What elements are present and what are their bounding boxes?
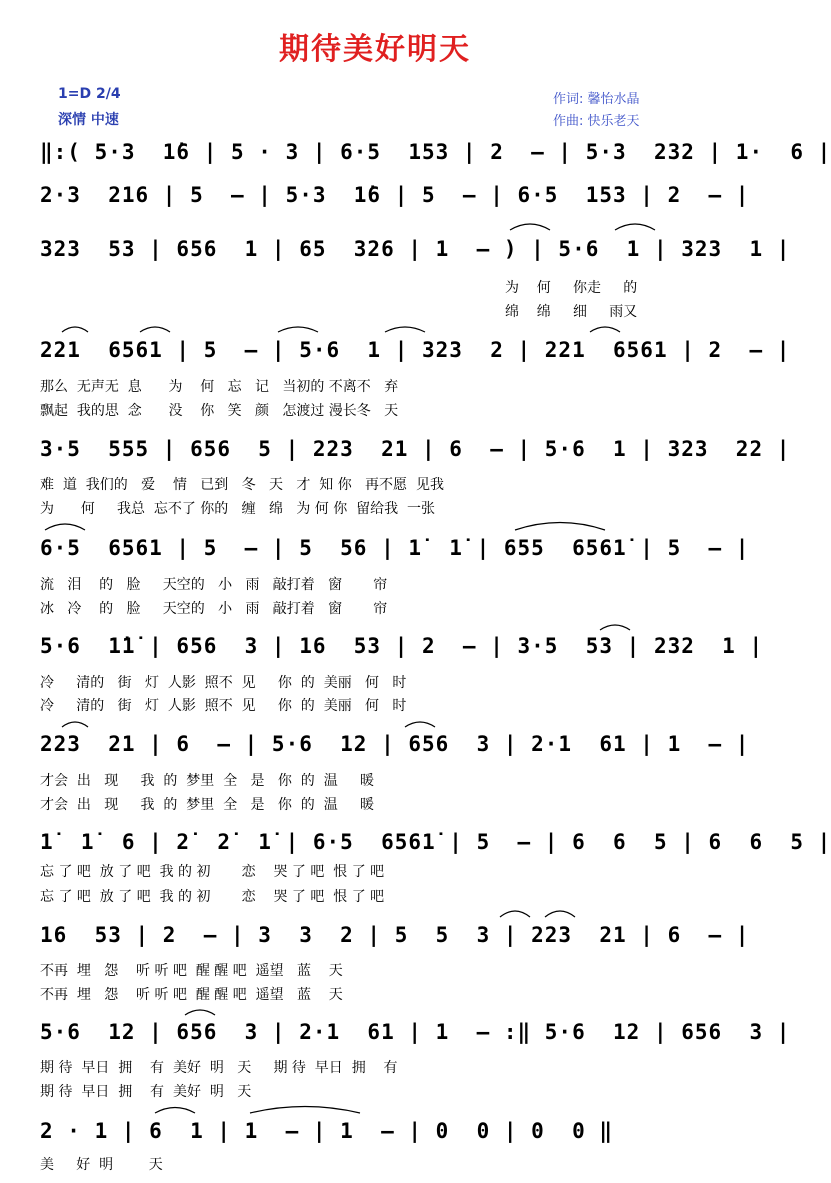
slur	[185, 1010, 215, 1015]
lyric-line	[40, 400, 705, 422]
lyric-text: 才会 出 现 我 的 梦里 全 是 你 的 温 暖	[40, 797, 374, 813]
lyric-text: 难 道 我们的 爱 情 已到 冬 天 才 知 你 再不愿 见我	[40, 477, 444, 493]
lyric-line	[40, 1154, 705, 1176]
score-row	[40, 536, 750, 576]
slur	[405, 722, 435, 727]
score-row	[40, 237, 791, 277]
slur	[62, 327, 88, 332]
lyric-text: 冰 冷 的 脸 天空的 小 雨 敲打着 窗 帘	[40, 601, 388, 617]
score-row	[40, 732, 750, 772]
lyric-text: 美 好 明 天	[40, 1157, 163, 1173]
score-row	[40, 1119, 705, 1159]
lyric-line	[40, 1081, 705, 1103]
lyric-line	[40, 886, 705, 908]
lyric-text: 不再 埋 怨 听 听 吧 醒 醒 吧 遥望 蓝 天	[40, 987, 343, 1003]
lyric-line	[40, 301, 705, 323]
lyric-line	[40, 474, 705, 496]
notation-line: 2 · 1 | 6 1 | 1 – | 1 – | 0 0 | 0 0 ‖	[40, 1119, 614, 1143]
tempo-expression: 深情 中速	[58, 112, 119, 128]
composer-credit: 作曲: 快乐老天	[553, 114, 640, 129]
score-row	[40, 634, 764, 674]
notation-line: 5·6 12 | 656 3 | 2·1 61 | 1 – :‖ 5·6 12 | 656 3 |	[40, 1020, 791, 1044]
lyric-line	[40, 672, 705, 694]
lyric-text: 为 何 我总 忘不了 你的 缠 绵 为 何 你 留给我 一张	[40, 501, 436, 517]
notation-line: 6·5 6561 | 5 – | 5 56 | 1̇ 1̇ | 655 6561̇ | 5 – |	[40, 536, 750, 560]
lyric-text: 绵 绵 细 雨又	[505, 304, 638, 320]
slur	[515, 523, 605, 531]
notation-line: 3·5 555 | 656 5 | 223 21 | 6 – | 5·6 1 | 323 22 |	[40, 437, 791, 461]
lyric-line	[40, 574, 705, 596]
notation-line: 223 21 | 6 – | 5·6 12 | 656 3 | 2·1 61 | 1 – |	[40, 732, 750, 756]
lyric-line	[40, 960, 705, 982]
slur	[45, 524, 85, 530]
lyric-line	[40, 770, 705, 792]
page-title: 期待美好明天	[279, 32, 471, 67]
lyric-text: 飘起 我的思 念 没 你 笑 颜 怎渡过 漫长冬 天	[40, 403, 399, 419]
slur	[615, 224, 655, 230]
score-row	[40, 183, 750, 223]
lyric-text: 期 待 早日 拥 有 美好 明 天 期 待 早日 拥 有	[40, 1060, 398, 1076]
lyric-text: 才会 出 现 我 的 梦里 全 是 你 的 温 暖	[40, 773, 374, 789]
slur	[278, 327, 318, 332]
lyric-line	[40, 498, 705, 520]
lyric-line	[40, 1057, 705, 1079]
slur	[510, 224, 550, 230]
lyric-text: 那么 无声无 息 为 何 忘 记 当初的 不离不 弃	[40, 379, 399, 395]
lyric-text: 冷 清的 街 灯 人影 照不 见 你 的 美丽 何 时	[40, 675, 407, 691]
score-row	[40, 923, 750, 963]
lyric-text: 忘 了 吧 放 了 吧 我 的 初 恋 哭 了 吧 恨 了 吧	[40, 889, 385, 905]
notation-line: 2·3 216 | 5 – | 5·3 1̇6 | 5 – | 6·5 153 | 2 – |	[40, 183, 750, 207]
slur	[140, 327, 170, 332]
lyric-line	[40, 695, 705, 717]
slur	[385, 327, 425, 332]
notation-line: 16 53 | 2 – | 3 3 2 | 5 5 3 | 223 21 | 6 – |	[40, 923, 750, 947]
lyricist-credit: 作词: 馨怡水晶	[553, 92, 640, 107]
lyric-line	[40, 598, 705, 620]
notation-line: 5·6 1̇1̇ | 656 3 | 16 53 | 2 – | 3·5 53 | 232 1 |	[40, 634, 764, 658]
slur	[590, 327, 620, 332]
lyric-text: 期 待 早日 拥 有 美好 明 天	[40, 1084, 252, 1100]
key-time-signature: 1=D 2/4	[58, 86, 121, 102]
score-row	[40, 1020, 791, 1060]
slur	[600, 625, 630, 630]
slur	[155, 1108, 195, 1114]
lyric-text: 为 何 你走 的	[505, 280, 638, 296]
notation-line: 221 6561 | 5 – | 5·6 1 | 323 2 | 221 6561 | 2 – |	[40, 338, 791, 362]
lyric-line	[40, 277, 705, 299]
lyric-text: 忘 了 吧 放 了 吧 我 的 初 恋 哭 了 吧 恨 了 吧	[40, 864, 385, 880]
lyric-line	[40, 861, 705, 883]
lyric-text: 冷 清的 街 灯 人影 照不 见 你 的 美丽 何 时	[40, 698, 407, 714]
slur	[62, 722, 88, 727]
notation-line: ‖:( 5·3 1̇6 | 5 · 3 | 6·5 153 | 2 – | 5·3 232 | 1· 6 |	[40, 140, 831, 164]
score-row	[40, 437, 791, 477]
lyric-line	[40, 984, 705, 1006]
score-row	[40, 140, 831, 180]
slur	[500, 911, 530, 917]
notation-line: 1̇ 1̇ 6 | 2̇ 2̇ 1̇ | 6·5 6561̇ | 5 – | 6 6 5 | 6 6 5 |	[40, 830, 831, 854]
slur	[545, 911, 575, 917]
notation-line: 323 53 | 656 1 | 65 326 | 1 – ) | 5·6 1 | 323 1 |	[40, 237, 791, 261]
score-row	[40, 338, 791, 378]
lyric-line	[40, 376, 705, 398]
slur	[250, 1107, 360, 1114]
lyric-text: 不再 埋 怨 听 听 吧 醒 醒 吧 遥望 蓝 天	[40, 963, 343, 979]
lyric-text: 流 泪 的 脸 天空的 小 雨 敲打着 窗 帘	[40, 577, 388, 593]
lyric-line	[40, 794, 705, 816]
